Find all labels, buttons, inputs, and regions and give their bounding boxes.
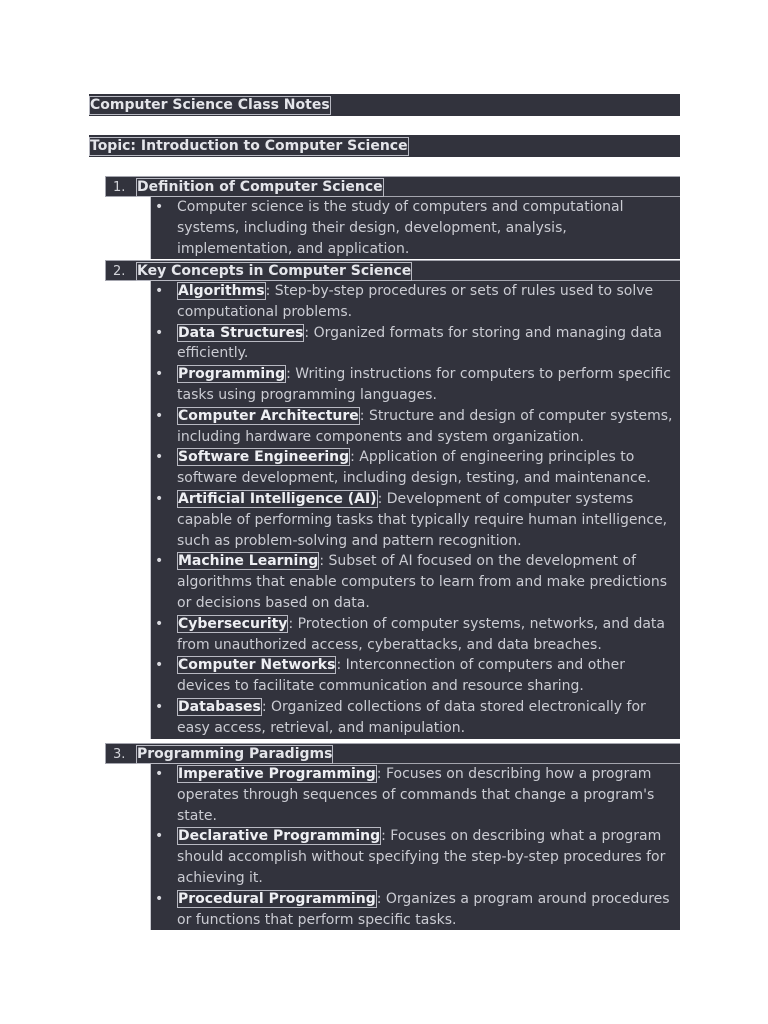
bullet-icon: • [155, 366, 164, 383]
item-text: : Development of computer systems capable of performing tasks that typically require human intelligence, such as problem-solving and pattern recognition. [177, 490, 668, 549]
section-number: 2. [113, 264, 126, 279]
item-term: Procedural Programming [178, 890, 376, 907]
document-title-row [89, 94, 680, 116]
list-item [151, 697, 680, 739]
section-heading [105, 260, 680, 281]
item-text: : Step-by-step procedures or sets of rules used to solve computational problems. [177, 283, 654, 320]
bullet-icon: • [155, 766, 164, 782]
list-item [151, 364, 680, 406]
list-item [151, 826, 680, 888]
list-item [151, 655, 680, 697]
bullet-icon: • [155, 615, 164, 632]
bullet-list [150, 281, 680, 739]
item-term: Databases [178, 698, 261, 715]
item-term: Programming [178, 366, 286, 383]
item-text: : Subset of AI focused on the development of algorithms that enable computers to learn from and make predictions or decisions based on data. [177, 553, 668, 611]
section-key-concepts [105, 260, 680, 739]
bullet-icon: • [155, 890, 164, 907]
list-item [151, 489, 680, 551]
bullet-icon: • [155, 657, 164, 674]
item-text: : Interconnection of computers and other devices to facilitate communication and resource sharing. [177, 657, 626, 695]
item-term: Cybersecurity [178, 615, 288, 632]
bullet-icon: • [155, 698, 164, 715]
bullet-icon: • [155, 407, 164, 424]
item-term: Imperative Programming [178, 766, 376, 782]
item-text: : Organized collections of data stored electronically for easy access, retrieval, and manipulation. [177, 698, 646, 736]
section-title: Key Concepts in Computer Science [137, 263, 412, 279]
bullet-list [150, 197, 680, 259]
section-heading [105, 176, 680, 197]
bullet-icon: • [155, 553, 164, 570]
topic-row [89, 135, 680, 157]
item-text: Computer science is the study of computers and computational systems, including their design, development, analysis, implementation, and application. [177, 199, 624, 257]
item-text: : Structure and design of computer systems, including hardware components and system organization. [177, 407, 673, 445]
item-term: Data Structures [178, 324, 304, 341]
section-definition [105, 176, 680, 259]
bullet-icon: • [155, 449, 164, 466]
item-text: : Writing instructions for computers to perform specific tasks using programming languages. [177, 366, 671, 403]
item-term: Artificial Intelligence (AI) [178, 490, 377, 507]
list-item [151, 614, 680, 656]
list-item [151, 323, 680, 365]
bullet-icon: • [155, 490, 164, 507]
section-heading [105, 743, 680, 764]
section-programming-paradigms [105, 743, 680, 930]
item-text: : Application of engineering principles to software development, including design, testing, and maintenance. [177, 449, 651, 487]
item-term: Computer Networks [178, 657, 336, 674]
bullet-icon: • [155, 199, 164, 215]
list-item [151, 406, 680, 448]
item-term: Machine Learning [178, 553, 319, 570]
item-text: : Focuses on describing what a program should accomplish without specifying the step-by-step procedures for achieving it. [177, 828, 666, 886]
bullet-icon: • [155, 828, 164, 845]
list-item [151, 197, 680, 259]
bullet-list [150, 764, 680, 930]
section-title: Programming Paradigms [137, 746, 333, 762]
bullet-icon: • [155, 283, 164, 299]
item-term: Algorithms [178, 283, 265, 299]
document-title: Computer Science Class Notes [90, 97, 330, 113]
item-text: : Organized formats for storing and managing data efficiently. [177, 324, 662, 362]
list-item [151, 764, 680, 826]
section-title: Definition of Computer Science [137, 179, 383, 195]
item-term: Software Engineering [178, 449, 350, 466]
section-number: 3. [113, 747, 126, 762]
item-text: : Protection of computer systems, networks, and data from unauthorized access, cyberattacks, and data breaches. [177, 615, 665, 653]
section-number: 1. [113, 180, 126, 195]
list-item [151, 281, 680, 323]
topic-heading: Topic: Introduction to Computer Science [90, 138, 408, 154]
bullet-icon: • [155, 324, 164, 341]
item-term: Computer Architecture [178, 407, 359, 424]
list-item [151, 551, 680, 613]
item-text: : Organizes a program around procedures or functions that perform specific tasks. [177, 890, 670, 928]
list-item [151, 447, 680, 489]
item-term: Declarative Programming [178, 828, 381, 845]
item-text: : Focuses on describing how a program operates through sequences of commands that change a program's state. [177, 766, 655, 824]
list-item [151, 889, 680, 931]
